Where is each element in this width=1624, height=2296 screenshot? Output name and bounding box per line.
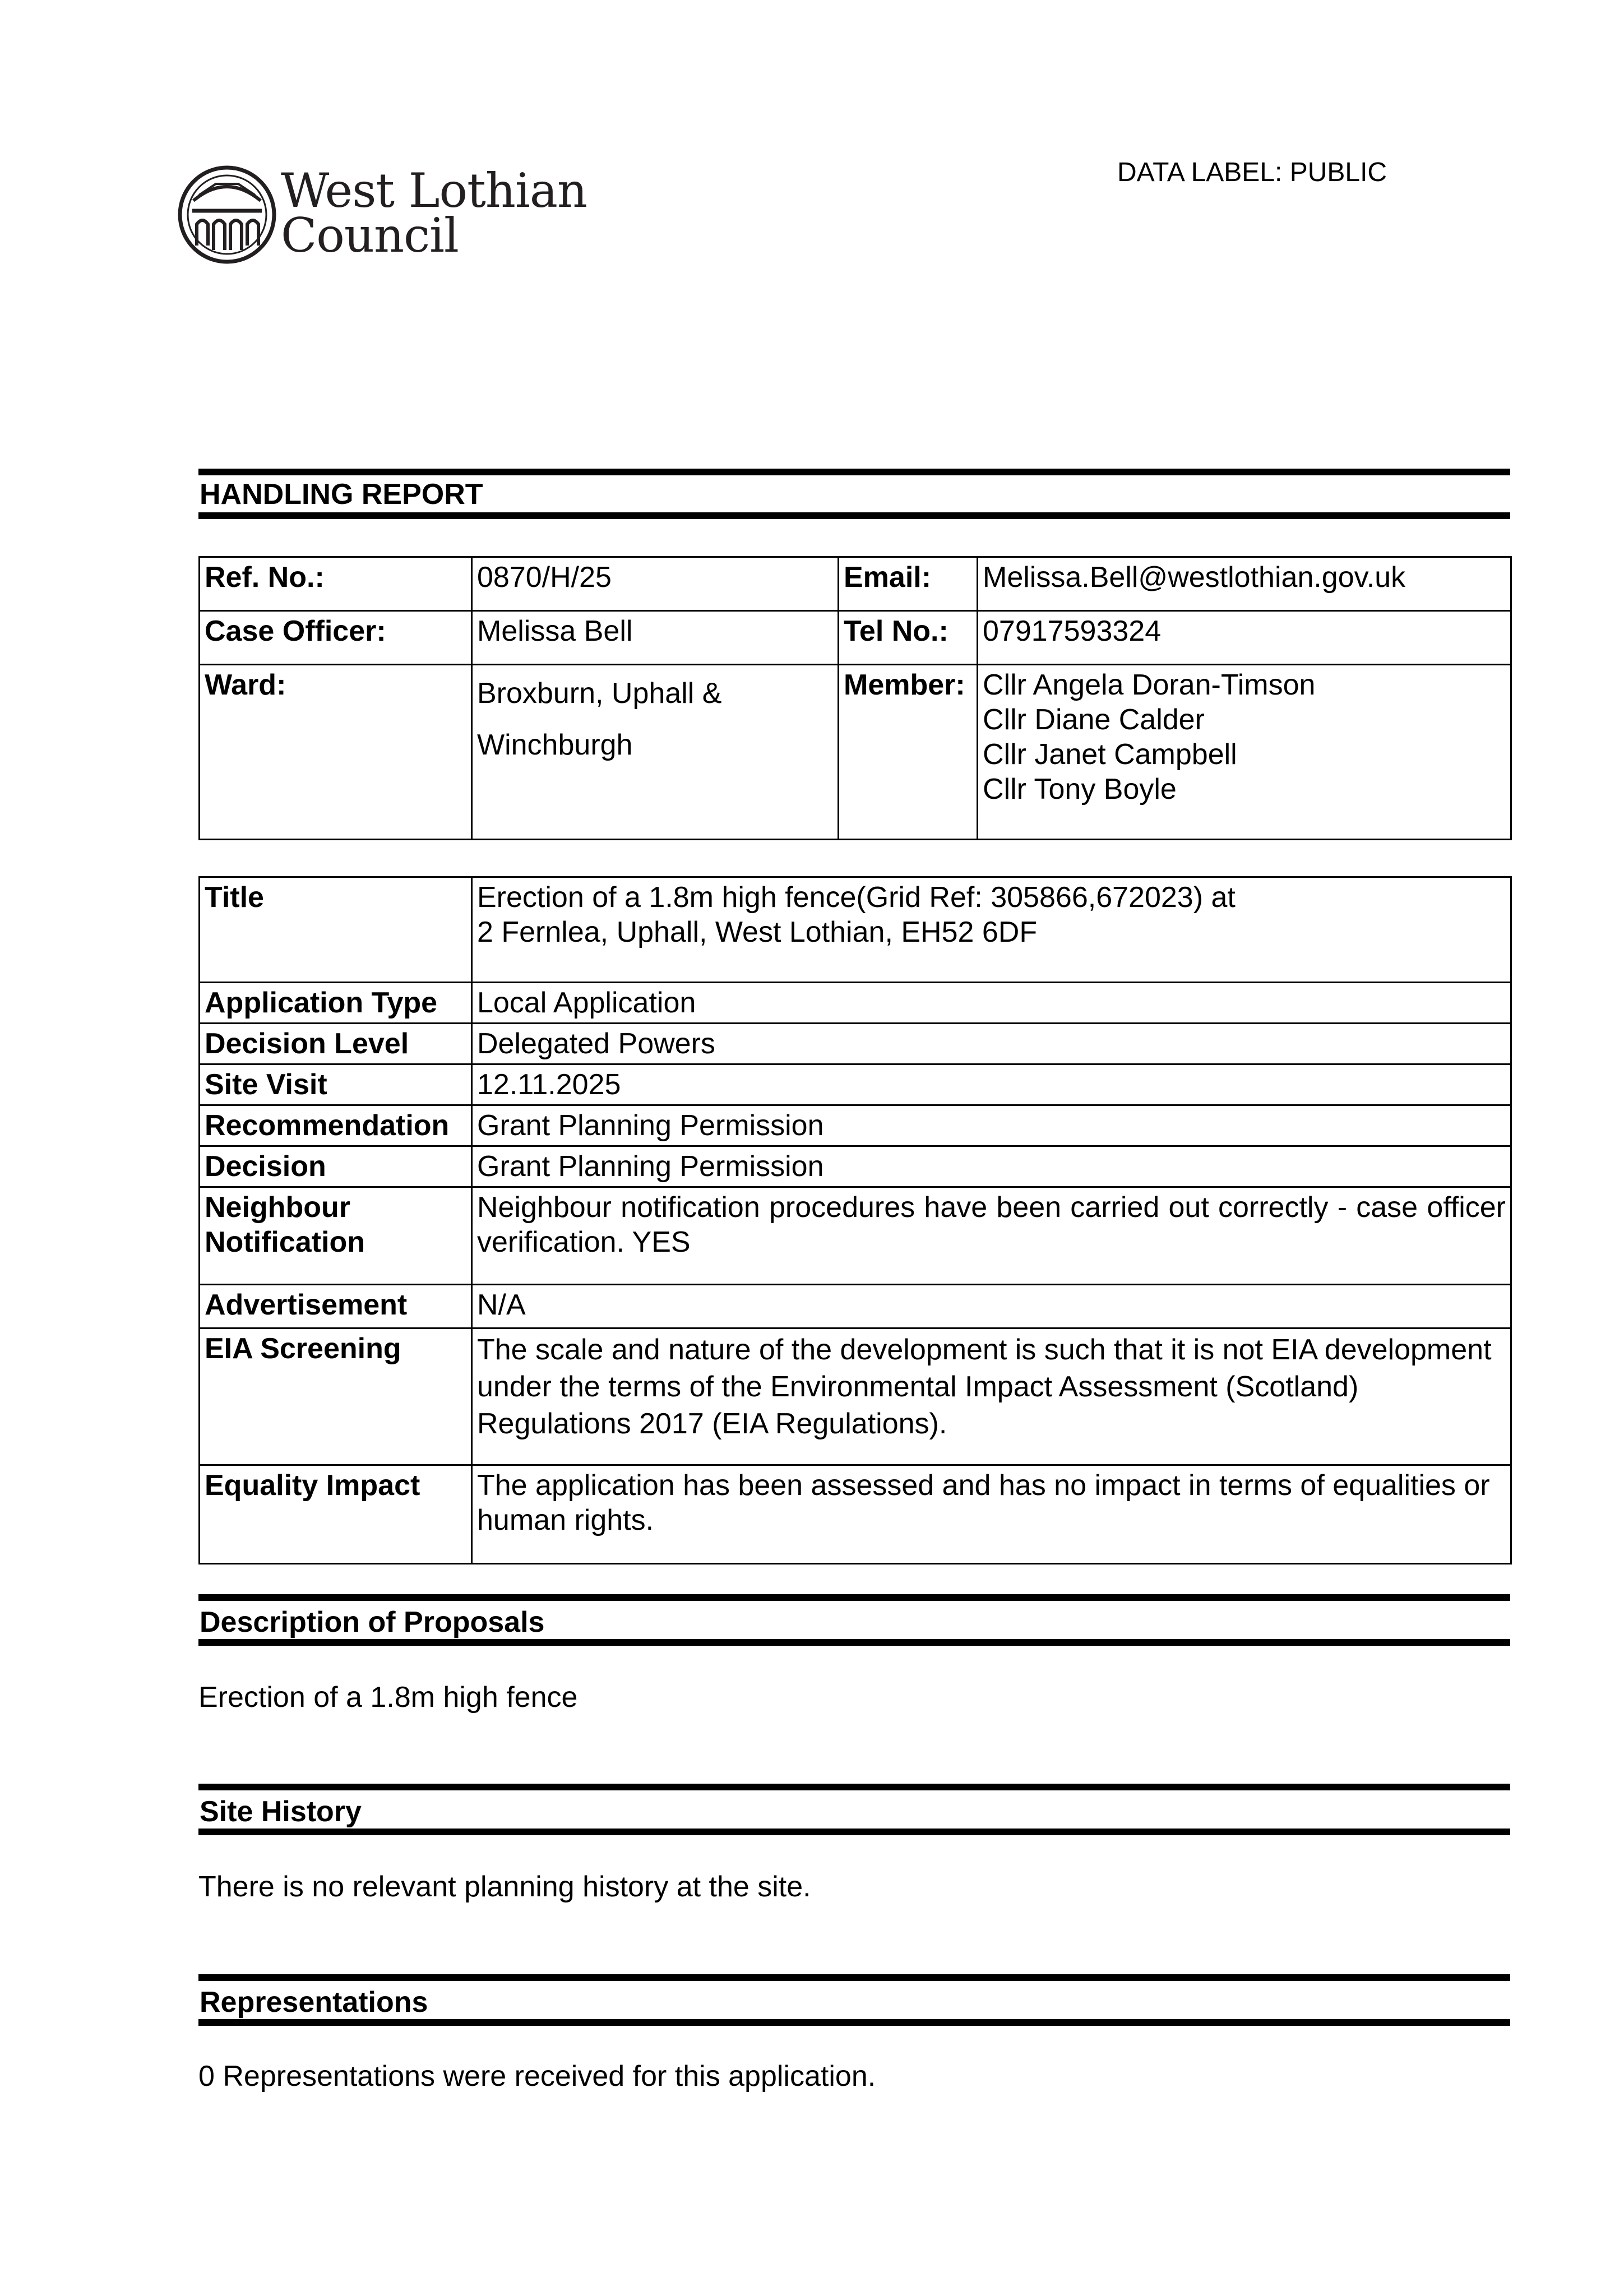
- member-item: Cllr Tony Boyle: [983, 773, 1177, 806]
- site-visit-label: Site Visit: [200, 1064, 472, 1105]
- ward-label: Ward:: [200, 665, 472, 840]
- member-list: [978, 665, 1511, 840]
- site-history-title: Site History: [200, 1795, 362, 1828]
- neighbour-notification-label: [200, 1187, 472, 1285]
- ward-value-line1: Broxburn, Uphall &: [477, 677, 722, 710]
- member-item: Cllr Janet Campbell: [983, 738, 1237, 771]
- report-title: HANDLING REPORT: [200, 478, 483, 511]
- equality-impact-value: The application has been assessed and has no impact in terms of equalities or human rights.: [472, 1465, 1511, 1564]
- representations-section-header: [198, 1974, 1510, 2026]
- ward-value: [472, 665, 839, 840]
- description-title: Description of Proposals: [200, 1606, 545, 1638]
- email-label: Email:: [839, 557, 978, 611]
- equality-impact-label: Equality Impact: [200, 1465, 472, 1564]
- decision-label: Decision: [200, 1146, 472, 1187]
- representations-title: Representations: [200, 1986, 428, 2019]
- email-value[interactable]: Melissa.Bell@westlothian.gov.uk: [978, 557, 1511, 611]
- decision-value: Grant Planning Permission: [472, 1146, 1511, 1187]
- ward-value-line2: Winchburgh: [477, 729, 633, 761]
- site-history-section-header: [198, 1784, 1510, 1835]
- neighbour-label-line1: Neighbour: [205, 1191, 350, 1224]
- eia-screening-value: The scale and nature of the development is such that it is not EIA development under the terms of the Environmental Impact Assessment (Scotland) Regulations 2017 (EIA Regulations).: [472, 1328, 1511, 1465]
- logo-text-line1: West Lothian: [281, 163, 587, 218]
- description-text: Erection of a 1.8m high fence: [198, 1681, 578, 1714]
- tel-value: 07917593324: [978, 611, 1511, 665]
- tel-label: Tel No.:: [839, 611, 978, 665]
- decision-level-value: Delegated Powers: [472, 1024, 1511, 1064]
- site-visit-value: 12.11.2025: [472, 1064, 1511, 1105]
- council-logo: [177, 161, 587, 268]
- site-history-text: There is no relevant planning history at the site.: [198, 1871, 811, 1903]
- handling-report-header: [198, 469, 1510, 519]
- recommendation-label: Recommendation: [200, 1105, 472, 1146]
- title-value-line1: Erection of a 1.8m high fence(Grid Ref: 305866,672023) at: [477, 881, 1236, 914]
- neighbour-label-line2: Notification: [205, 1226, 365, 1258]
- recommendation-value: Grant Planning Permission: [472, 1105, 1511, 1146]
- logo-text-line2: Council: [281, 208, 459, 263]
- member-label: Member:: [839, 665, 978, 840]
- neighbour-notification-value: Neighbour notification procedures have been carried out correctly - case officer verification. YES: [472, 1187, 1511, 1285]
- ref-value: 0870/H/25: [472, 557, 839, 611]
- representations-text: 0 Representations were received for this application.: [198, 2060, 876, 2093]
- application-type-label: Application Type: [200, 983, 472, 1024]
- member-item: Cllr Diane Calder: [983, 703, 1205, 736]
- contact-table: [198, 556, 1512, 840]
- title-label: Title: [200, 877, 472, 983]
- data-label: DATA LABEL: PUBLIC: [1117, 158, 1387, 187]
- application-type-value: Local Application: [472, 983, 1511, 1024]
- details-table: [198, 876, 1512, 1564]
- case-officer-label: Case Officer:: [200, 611, 472, 665]
- advertisement-value: N/A: [472, 1285, 1511, 1328]
- advertisement-label: Advertisement: [200, 1285, 472, 1328]
- title-value: [472, 877, 1511, 983]
- decision-level-label: Decision Level: [200, 1024, 472, 1064]
- member-item: Cllr Angela Doran-Timson: [983, 669, 1316, 701]
- case-officer-value: Melissa Bell: [472, 611, 839, 665]
- viaduct-emblem-icon: [177, 161, 277, 268]
- title-value-line2: 2 Fernlea, Uphall, West Lothian, EH52 6DF: [477, 916, 1038, 948]
- ref-label: Ref. No.:: [200, 557, 472, 611]
- description-section-header: [198, 1594, 1510, 1646]
- eia-screening-label: EIA Screening: [200, 1328, 472, 1465]
